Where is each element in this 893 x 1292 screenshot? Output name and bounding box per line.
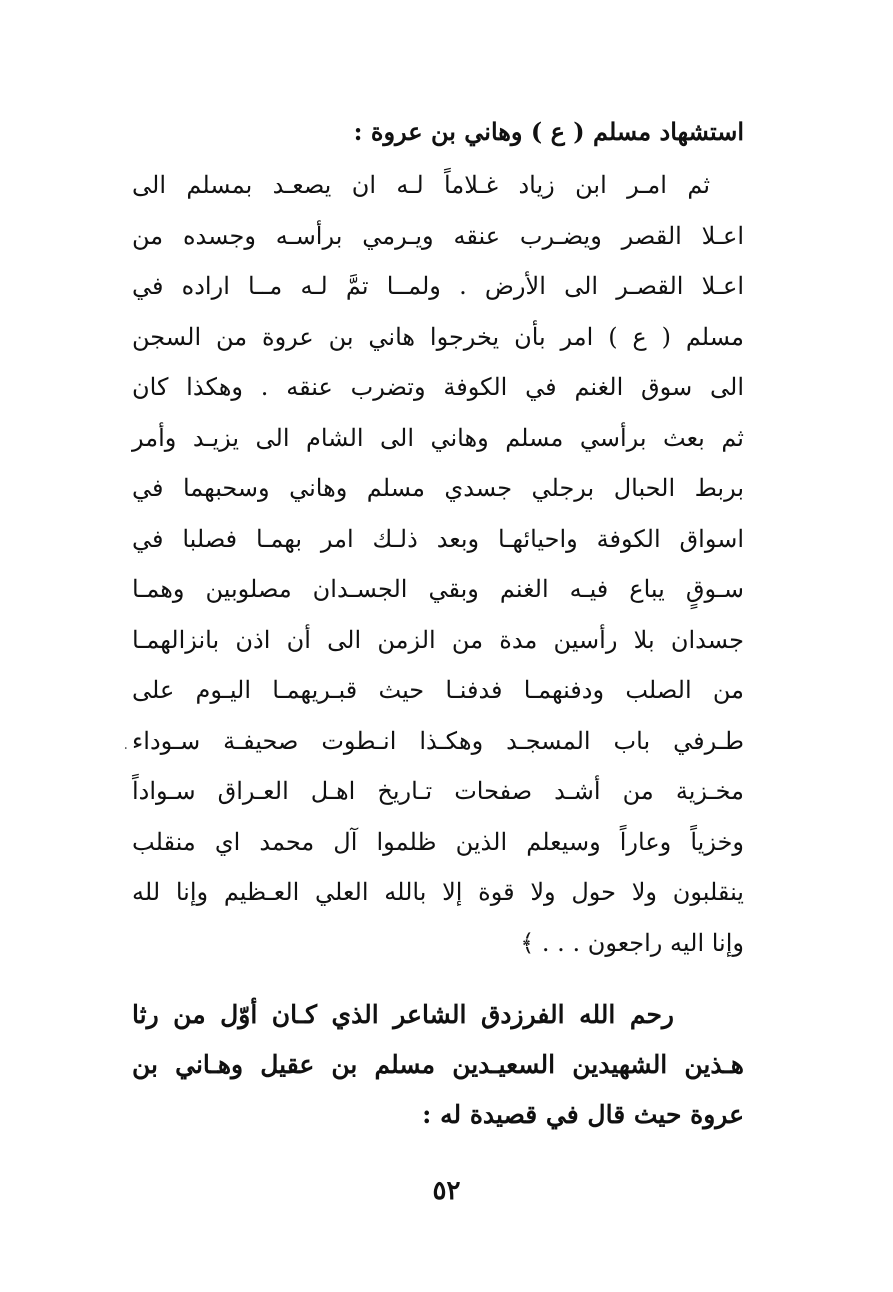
body-line: جسدان بلا رأسين مدة من الزمن الى أن اذن بانزالهمـا: [132, 625, 744, 654]
page-number: ٥٢: [432, 1176, 461, 1206]
body-line: الى سوق الغنم في الكوفة وتضرب عنقه . وهكذا كان: [132, 373, 744, 401]
body-line: اسواق الكوفة واحيائهـا وبعد ذلـك امر بهمـا فصلبا في: [132, 524, 744, 553]
body-line: من الصلب ودفنهمـا فدفنـا حيث قبـريهمـا اليـوم على: [132, 676, 744, 704]
body-line: مسلم ( ع ) امر بأن يخرجوا هاني بن عروة من السجن: [132, 322, 744, 351]
body-line: سـوقٍ يباع فيـه الغنم وبقي الجسـدان مصلوبين وهمـا: [132, 575, 744, 603]
body-line: ينقلبون ولا حول ولا قوة إلا بالله العلي العـظيم وإنا لله: [132, 878, 744, 906]
body-line: اعـلا القصـر الى الأرض . ولمــا تمَّ لـه مــا اراده في: [132, 272, 744, 300]
body-line: ثم بعث برأسي مسلم وهاني الى الشام الى يزيـد وأمر: [132, 423, 744, 452]
body-line: وإنا اليه راجعون . . . ﴾: [520, 928, 744, 957]
section-heading: استشهاد مسلم ( ع ) وهاني بن عروة :: [353, 117, 744, 146]
poem-intro-line: رحم الله الفرزدق الشاعر الذي كـان أوّل من رثا: [132, 1000, 674, 1029]
body-line: طـرفي باب المسجـد وهكـذا انـطوت صحيفـة سـوداء: [132, 726, 744, 755]
margin-mark: ٠: [122, 740, 130, 756]
body-line: وخزياً وعاراً وسيعلم الذين ظلموا آل محمد اي منقلب: [132, 827, 744, 856]
poem-intro-line: عروة حيث قال في قصيدة له :: [422, 1100, 744, 1129]
poem-intro-paragraph: [132, 990, 744, 1140]
body-line: اعـلا القصر ويضـرب عنقه ويـرمي برأسـه وجسده من: [132, 221, 744, 250]
body-paragraph: [132, 160, 744, 968]
body-line: ثم امـر ابن زياد غـلاماً لـه ان يصعـد بمسلم الى: [132, 171, 710, 199]
poem-intro-line: هـذين الشهيدين السعيـدين مسلم بن عقيل وهـاني بن: [132, 1050, 744, 1079]
body-line: بربط الحبال برجلي جسدي مسلم وهاني وسحبهما في: [132, 474, 744, 502]
body-line: مخـزية من أشـد صفحات تـاريخ اهـل العـراق سـواداً: [132, 777, 744, 805]
